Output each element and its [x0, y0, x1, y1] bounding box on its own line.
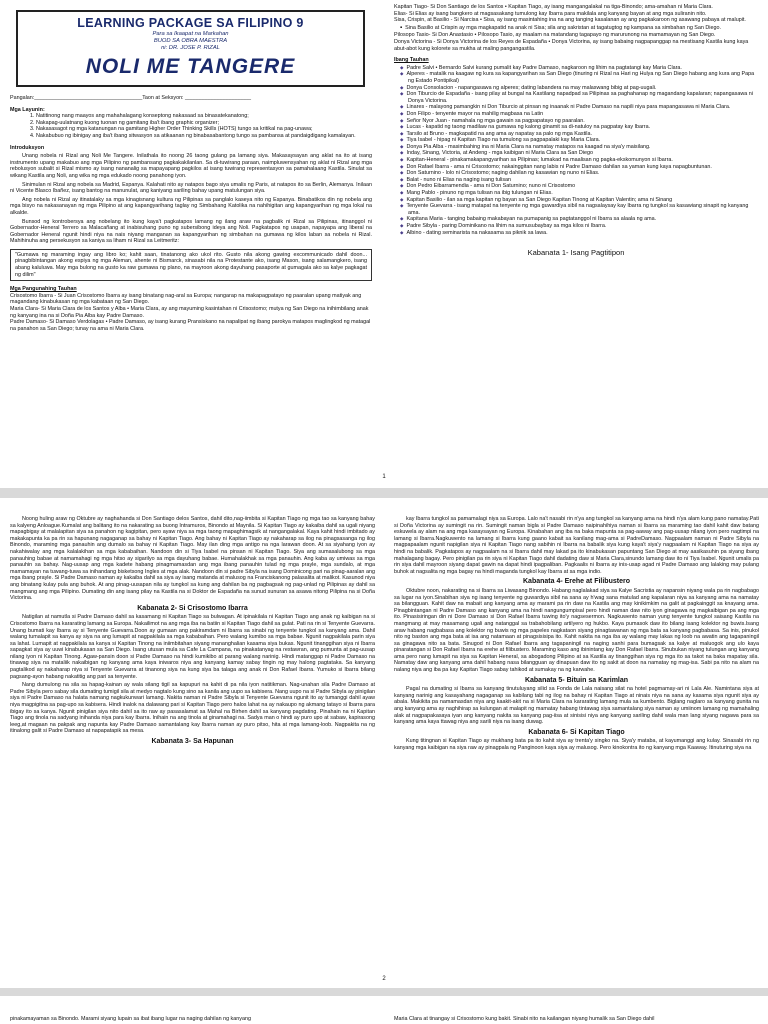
page-gap [0, 488, 768, 498]
page-3-right-line: Maria Clara at tinangay si Crisostomo kung bakit. Sinabi nito na kailangan niyang humalik sa San Diego dahil [394, 1016, 655, 1022]
name-section-field[interactable]: Pangalan:____________________________________Taon at Seksyon: ______________________ [10, 95, 252, 101]
other-character-item: ◆ Don Rafael Ibarra - ama ni Crisostomo; nakainggitan nang labis ni Padre Damaso dahilan sa yaman kung kaya napagbuntunan. [408, 164, 758, 171]
other-character-item: ◆ Don Tiburcio de Espadaña - isang pilay at bungal na Kastilang napadpad sa Pilipinas sa paghahanap ng magandang kapalaran; napangasawa ni Donya Victorina. [408, 91, 758, 104]
chapter-heading: Kabanata 5- Bituin sa Karimlan [524, 676, 629, 684]
rizal-quote: "Gumawa ng maraming ingay ang libro ko; kahit saan, tinatanong ako ukol rito. Gusto nila akong gawing excommunicado dahil doon... pinagbibintangan akong espiya ng mga Aleman, ahente ni Bismarck, sinasabi nila na Protestante ako, isang Mason, isang salamangkero, isang abang kaluluwa. May mga bulong na gusto ka raw gumawa ng plano, na mayroon akong dayuhang pasaporte at gumagala ako sa kalye pagkagat ng dilim" [10, 249, 372, 281]
intro-heading: Introduksyon [10, 144, 45, 151]
page-1-right-column [394, 4, 758, 470]
character-entry: Kapitan Tiago- Si Don Santiago de los Santos • Kapitan Tiago, ay isang mangangalakal na tiga-Binondo; ama-amahan ni Maria Clara. [394, 4, 713, 10]
other-character-item: ◆ Albino - dating seminarista na nakasama sa piknik sa lawa. [408, 230, 758, 237]
intro-paragraph: Sinimulan ni Rizal ang nobela sa Madrid, Espanya. Kalahati nito ay natapos bago siya umalis ng Paris, at natapos ito sa Berlin, Alemanya. Inilaan ni Vicente Blasco Ibañez, isang bantog na manunulat, ang kaniyang sariling bahay upang matulungan siya. [10, 181, 372, 195]
character-entry: Donya Victorina - Si Donya Victorina de los Reyes de Espadaña • Donya Victorina, ay isang babaing nagpapanggap na mestisang Kastila kung kaya abut-abot kung kolorete sa mukha at maling pangangastila. [394, 38, 749, 52]
chapter-heading: Kabanata 2- Si Crisostomo Ibarra [137, 604, 248, 612]
quarter-label: Para sa Ikaapat na Markahan [152, 31, 229, 37]
summary-paragraph: kay Ibarra tungkol sa pamamalagi niya sa Europa. Lalo na't nasabi rin n'ya ang tungkol sa kanyang ama na hindi n'ya alam kung pano namatay.Pati si Doña Victorina ay sumingit na rin. Sumingit naman bigla si Padre Damaso naipinahihiya naman si Ibarra sa maraming tao dahil kahit daw batang eskuwela ay alam na ang mga kasaysayan ng Europa. Kinabahan ang iba na baka mapunta sa pag-aaway ang pag-uusap nilang iyon pero nagtimpi na lamang si Ibarra.Nagkuwento na lamang si Ibarra kung gaano kabait sa kanilang mag-ama si PadreDamaso. Nagpaalam naman ni Padre Sibyla na magpapaalam ngunit napigilan siya ni Kapitan Tiago nang sabihin ni Ibarra na babalik siya kung kaya't siya'y nagpaalam ni Kapitan Tiago na siya ay hindi na babalik. Pagkatapos ay nagpaalam na si Ibarra dahil may lakad pa ito kinabukasan papuntang San Diego at may aasikasuhin pa siyang ibang mahalagang bagay. Pero pinigilan pa rin siya ni Kapitan Tiago dahil dadating daw si Maria Clara,sinundo lamang daw ito ni Tiya Isabel. Ngunit umalis pa rin siya dahil mayroon siyang dapat gawin na dapat hindi ipagpaliban. Pagkaalis ni Ibarra ay inis-usap agad ni Padre Damaso ang lalaking may pulang buhok at nagsalita ng mga bagay na hindi maganda tungkol kay Ibarra at sa mga indio. [394, 516, 759, 575]
other-character-item: ◆ Mang Pablo - pinuno ng mga tulisan na ibig tulungan ni Elias. [408, 190, 758, 197]
other-character-item: ◆ Kapitan-Heneral - pinakamakapangyarihan sa Pilipinas; lumakad na maalisan ng pagka-ekskomunyon si Ibarra. [408, 157, 758, 164]
other-character-item: ◆ Balat - nuno ni Elias na naging isang tulisan [408, 177, 758, 184]
other-character-item: ◆ Don Pedro Eibarramendia - ama ni Don Saturnino; nuno ni Crisostomo [408, 183, 758, 190]
summary-paragraph: Kung titingnan si Kapitan Tiago ay mukhang bata pa ito kahit siya ay trenta'y singko na. Siya'y mataba, at kayumanggi ang kulay. Sinasabi rin ng kanyang mga kaibigan na siya raw ay pinagpala ng Panginoon kaya siya ay malusog. Pero kinokontra ito ng kanyang mga Kaaway. Itinuturing siya na [394, 738, 759, 751]
chapter-heading: Kabanata 4- Erehe at Filibustero [523, 578, 630, 586]
other-character-item: ◆ Don Filipo - tenyente mayor na mahilig magbasa na Latin [408, 111, 758, 118]
other-character-item: ◆ Donya Consolacion - napangasawa ng alperes; dating labandera na may malaswang bibig at pag-uugali. [408, 85, 758, 92]
page-3-left-line: pinakamayaman sa Binondo. Marami siyang lupain sa ibat ibang lugar na naging dahilan ng kanyang [10, 1016, 251, 1022]
author-label: ni: DR. JOSE P. RIZAL [161, 45, 220, 51]
objective-item: 3. Nakasasagot ng mga katanungan na gamitang Higher Order Thinking Skills (HOTS) tungo sa kritikal na pag-unawa; [30, 126, 313, 133]
other-characters-list [394, 65, 758, 236]
intro-paragraph: Ang nobela ni Rizal ay itinatalaky sa mga kinagisnang kultura ng Pilipinas sa panglalo kaseya nito ng Espanya. Binabatikos din ng nobela ang mga bisyo na nakasanayan ng mga Pilipino at ang kapangyarihang taglay ng Simbahang Katolika na nahihigitan ang kapangyarihan ng mga lokal na alkalde. [10, 196, 372, 216]
other-character-item: ◆ Inday, Sinang, Victoria, at Andeng - mga kaibigan ni Maria Clara sa San Diego [408, 150, 758, 157]
character-entry: Sisa, Crispin, at Basilio - Si Narcisa • Sisa, ay isang masintahing ina na ang tanging kasalanan ay ang pagkakaroon ng asawang pabaya at malupit. [394, 17, 746, 24]
chapter-heading: Kabanata 3- Sa Hapunan [151, 738, 234, 745]
other-character-item: ◆ Padre Sibyla - paring Dominikano na lihim na sumusubaybay sa mga kilos ni Ibarra. [408, 223, 758, 230]
subject-label: BUOD SA OBRA MAESTRA [153, 38, 228, 44]
character-entry: Maria Clara- Si Maria Clara de los Santos y Alba • Maria Clara, ay ang mayuming kasintahan ni Crisostomo; mutya ng San Diego na inihimbilang anak ng kanyang ina na si Doña Pia Alba kay Padre Damaso. [10, 306, 369, 319]
objectives-heading: Mga Layunin: [10, 106, 45, 113]
other-character-item: ◆ Kapitan Basilio - ilan sa mga kapitan ng bayan sa San Diego Kapitan Tinong at Kapitan Valentin; ama ni Sinang [408, 197, 758, 204]
page-2-right-column [394, 514, 759, 979]
character-entry: Pilosopo Tasio- Si Don Anastasio • Pilosopo Tasio, ay maalam na matandang tagapayo ng marurunong na mamamayan ng San Diego. [394, 32, 716, 39]
sisa-children-list [394, 25, 758, 32]
summary-paragraph: Noong huling araw ng Oktubre ay naghahanda si Don Santiago delos Santos, dahil dito,nag-iimbita si Kapitan Tiago ng mga tao sa kanyang bahay sa kalyeng Anloague.Kumalat ang balitang ito na nakarating sa buong Intramuros, Binondo at Maynila. Si Kapitan Tiago ay kakaiba dahil sa ugali niyang mapagbigay at malalapitan siya sa panahon ng kagipitan, pero ayaw niya sa mga taong mapaghimagsik at nangangalakal. Kaya kahit hindi imbitado ay makakapunta ka pa rin sa hapunang nagaganap sa bahay ni Kapitan Tiago. Ang bahay ni Kapitan Tiago ay nakaharap sa ilog na pinagsasanga ng ilog Binondo, maraming mga panauhin ang dumalo sa bahay ni Kapitan Tiago. May ilan ding mga antigo na nga larawan doon. At sa siyahang iyon ay nakahiwalay ang mga kalalakihan sa mga kababaihan. Nandoon din si Tiya Isabel na pinsan ni Kapitan Tiago. Siya ang sumasalubong sa mga panauhing babae at namamahagi ng mga hitso ay sigarilyo sa mga dayuhang babae. Humahalakhak sa mga panauhin. Ang kaba ay umiwas sa mga panauhin sa bahay. Nag-uusap ang mga kadete habang pinagmamasdan ang mga ibang panauhin tulad ng mga prayle, mga sundalo, at mga mamamayan na tuwang-tuwa sa inihandang bisketsong Ingles at mga alak. Nandoon din si padre Sibyla na isang Dominicong pari na pinag-aaralan ang mga ibang prayle. Si Padre Damaso naman ay kakaiba dahil sa siya ay isang matanda at malusog na Franciskanong palasalita at malikot. Kasunod niya ang binatang kulay pula ang buhok. At ang pinag-uusapan nila ay tungkol sa kung ang dahilan ba ng pagbagsak ng pag-unlad ng Pilipinas ay dahil sa mangmang ang mga Pilipino. Dumating din ang isang pilay na Kastila na si Doktor de Espadaña na sunud sunuran sa asawa nitong Pilipina na si Doña Victorina. [10, 516, 375, 602]
intro-paragraph: Bunsod ng kontrobersya ang nobelang ito kung kaya't pagkatapos lamang ng ilang araw na pagbalik ni Rizal sa Pilipinas, itinanggol ni Gobernador-Heneral Terrero sa Malacañang at inabisuhang puno ng subersibong ideya ang Noli. Pagkatapos ng usapan, napayapa ang liberal na Gobernador Heneral ngunit hindi niya na nais niyang manganan sa kapangyarihan ng simbahan na gumawa ng kilos laban sa nobela ni Rizal. Mahihinuha ang persekusyon sa kaniya sa liham ni Rizal sa Leitmeritz: [10, 218, 372, 245]
other-character-item: ◆ Lucas - kapatid ng taong madilaw na gumawa ng kalong ginamit sa di-natuloy na pagpatay kay Ibarra. [408, 124, 758, 131]
chapter-1-heading: Kabanata 1- Isang Pagtitipon [527, 248, 625, 258]
other-character-item: ◆ Padre Salvi • Bernardo Salvi kurang pumalit kay Padre Damaso, nagkaroon ng lihim na pagtatangi kay Maria Clara. [408, 65, 758, 72]
intro-paragraph: Unang nobela ni Rizal ang Noli Me Tangere. Inilathala ito noong 26 taong gulang pa lamang siya. Makasaysayan ang aklat na ito at isang instrumento upang makabuo ang mga Pilipino ng pambansang pagkakakilanlan. Sa di-tuwirang paraan, naimpluwensyahan ng aklat ni Rizal ang mga rebolusyon subalit si Rizal mismo ay isang nananalig sa mapayapang pagkilos at isang tuwirang representasyon sa pamahalaang Kastila. Sinulat sa wikang Kastila ang Noli, ang wika ng mga edukado noong panahong iyon. [10, 153, 372, 179]
list-item: ▪ Sina Basilio at Crispin ay mga magkapatid na anak ni Sisa; sila ang sakristan at tagatugtog ng kampana sa simbahan ng San Diego. [408, 25, 758, 32]
page-1-left-column [10, 10, 372, 470]
objectives-list [10, 113, 372, 139]
objective-item: 4. Nakabubuo ng ibinigay ang iba't ibang sitwasyon sa atikaanan ng binabasabantong tungo sa pambansa at pandaigdigang kamalayan. [30, 132, 356, 139]
other-character-item: ◆ Tenyente Guevarra - isang matapat na tenyente ng mga guwardiya sibil na nagsalaysay kay Ibarra ng tungkol sa kasawiang sinapit ng kanyang ama. [408, 203, 758, 216]
other-character-item: ◆ Tiya Isabel - hipag ni Kapitan Tiago na tumulong sa pagpapalaki kay Maria Clara. [408, 137, 758, 144]
title-box [16, 10, 365, 87]
summary-paragraph: Pagal na dumating si Ibarra sa kanyang tinutuluyang silid sa Fonda de Lala naisang silat na hotel pagmamay-ari ni Lala Ale. Namintana siya at kanyang narinig ang kasayahang nagaganap sa kabilang tabi ng ilog na bahay ni Kapitan Tiago at ninais niya na sana ay kasama siya ngunit siya ay abala. Makikita pa namamasdan niya ang kaakit-akit na si Maria Clara na kararating lamang mula sa kumbento. Biglang naglaro sa kanyang gunita na ang kanyang ama ay naghihirap sa kulungan at malapit ng mamatay habang tintawag siya samantalang siya naman ay umiinom lamang ng mamahaling alak at nagpapakasaya iyan ang kanyang nakita sa kanyang pag-iisa at sinisisi niya ang kanyang sariling dahil wala man lang siyang nagawa para sa kanyang ama kaya ttawag niya ang sarili niya na isang duwag. [394, 686, 759, 726]
other-character-item: ◆ Linares - malayong pamangkin ni Don Tiburcio at pinsan ng inaanak ni Padre Damaso na napili niya para mapangasawa ni Maria Clara. [408, 104, 758, 111]
package-title: LEARNING PACKAGE SA FILIPINO 9 [77, 16, 304, 30]
character-entry: Elias- Si Elias ay isang bangkero at magsasakang tumulong kay Ibarra para makilala ang kanyang bayan at ang mga suliranin nito. [394, 10, 707, 17]
summary-paragraph: Oktubre noon, nakarating na si Ibarra sa Liwasang Binondo. Habang naglalakad siya sa Kalye Sacristia ay napansin niyang wala pa rin nagbabago sa lugar na iyon.Sinabihan siya ng isang tenyente ng guwardiya sibil na sana ay h'wag sana matulad ang kapalaran niya sa kanyang ama na namatay sa bilangguan. Kahit daw na mabait ang kanyang ama ay marami pa rin daw na Kastila ang may kinikimkim na galit at pagkainggit sa knayang ama. Pinagbintangan ni Padre Damaso ang kanyang ama na hindi nangungumpisal pero hindi naman daw nito iyon ginagawa ng magkaibigan pa ang mga ito. Pinasisiringan din ni Dore Damaso si Don Rafael Ibarra tuwing ito'y nagsesermon. Nagkuwento naman yung tenyente tungkol saisang Kastila na mangmang at may masamang ugali ang natanggal sa trabahobilang artilyero ng hukbo. Kaya pumasok daw ito bilang isang kolektor ng buwis.Isang araw habang nagbabasa ang kolektor ng buwis ng mga papeles nagkataon siyang pinagtawanan ng mga bata sa kanyang pagbabasa. Sa inis, pinukol nito ng baston ang mga bata at isa ang natamaan at pinagsisisipa ito. Kahit nakita na nga iba ay walang may lakas ng loob na awatin ang tagapaningil sa ginagawa nito sa bata. Sinugod ni Don Rafael Ibarra ang tagapaningil na naging sanhi para bumagsak sa kalye at maluogok ang ulo kaya pinaratangan si Don Rafael Ibarra na erehe at filibustero. Maraming kaso ang ibinintang kay Don Rafael Ibarra. Sinubukan niyang tulungan ang kanyang ama pero nang lumapit na siya sa Kapitan Heneral, sa abogadong Pilipino at sa Kastila ay tinanggihan siya ng mga ito sa takot na baka mapatay sila. Namatay daw ang kanyang ama dahil habang nasa bilangguan ay dinapuan daw ito ng sakit at doon na namatay ng mag-isa. Sabi pa nito na alam na nalang niya ang iba pa kay Kapitan Tiago sabay tahikod at sumakay na ng karwahe. [394, 587, 759, 674]
objective-item: 1. Natitinong nang maayos ang mahahalagang konseptong nakasaad sa binasatekanatong; [30, 113, 249, 120]
other-character-item: ◆ Señor Nyor Juan - namahala ng mga gawain sa pagpapatayo ng paaralan. [408, 118, 758, 125]
page-gap [0, 988, 768, 996]
chapter-heading: Kabanata 6- Si Kapitan Tiago [528, 728, 625, 736]
other-character-item: ◆ Alperes - matalik na kaagaw ng kura sa kapangyarihan sa San Diego (tinuring ni Rizal na Hari ng Hulya ng San Diego habang ang kura ang Papa ng Estado Pontipikal) [408, 71, 758, 84]
other-character-item: ◆ Tarsilo at Bruno - magkapatid na ang ama ay napatay sa palo ng mga Kastila. [408, 131, 758, 138]
other-character-item: ◆ Don Saturnino - lolo ni Crisostomo; naging dahilan ng kasawian ng nuno ni Elias. [408, 170, 758, 177]
character-entry: Padre Damaso- Si Damaso Verdolagas • Padre Damaso, ay isang kurang Pransiskano na napalipat ng ibang parokya matapos maglingkod ng matagal na panahon sa San Diego; tunay na ama ni Maria Clara. [10, 319, 371, 332]
summary-paragraph: Nang dumulong na sila sa hapag-kainan ay wala silang tigil sa kapupuri na kahit di pa nila iyon natitikman. Nag-unahan sila Padre Damaso at Padre Sibyla pero sabay sila dumating tumigil sila at medyo nagtalo kung sino sa kanila ang uupo sa kabisera. Nang uupo na si Padre Sibyla ay pinigilan siya ni Padre Damaso na halata namang nagkukunwari lamang. Nakita naman ni Padre Sibyla si Tenyente Guevarra ngunit ito ay tumanggi dahil ayaw niya magpigitna sa pag-upo sa kabisera. Hindi inalok na dalawang pari si Kapitan Tiago pero halos lahat na ay nakaupo ng akmang tatayo si Ibarra para ibigay ito sa kanya. Ngunit pinigilan siya nito dahil sa ito raw ay pasasalamat sa Mahal na Birhen dahil sa kanyang pagdating. Pinahain na ni Kapitan Tiago ang tinola na sadyang inihanda niya para kay Ibarra. Inihain na ang tinola at ginamahagi na. Sadya man o hindi ay puro upo at sabaw, kapirasong leeg,at magaan na pakpak ang napunta kay Padre Damaso samantalang kay Ibarra naman ay puro pitso, hita at mga lamang-loob. Nagpakita na ng itinalong galit si Padre Damaso at napapatapik sa mesa. [10, 682, 375, 735]
objective-item: 2. Nakapag-uulatnang kuong tuonan ng gamitang iba't ibang graphic organizer; [30, 119, 219, 126]
novel-title: NOLI ME TANGERE [85, 55, 296, 78]
other-characters-heading: Ibang Tauhan [394, 57, 429, 64]
other-character-item: ◆ Donya Pia Alba - masimbahing ina ni Maria Clara na namatay matapos na kaagad na siya'y maisilang. [408, 144, 758, 151]
characters-heading: Mga Pangunahing Tauhan [10, 286, 77, 293]
page-1 [0, 0, 768, 488]
page-3 [0, 996, 768, 1024]
page-number: 1 [382, 474, 386, 480]
other-character-item: ◆ Kapitana Maria - tanging babaing makabayan na pumapanig sa pagtatanggol ni Ibarra sa alaala ng ama. [408, 216, 758, 223]
page-2 [0, 498, 768, 988]
page-2-left-column [10, 514, 375, 979]
page-number: 2 [382, 976, 386, 982]
summary-paragraph: Natigilan at namutla si Padre Damaso dahil sa kasamang ni Kapitan Tiago sa bulwagan. At ipinakilala ni Kapitan Tiago ang anak ng kaibigan na si Crisostomo Ibarra na kararating lamang sa Europa. Nakailimot na ang mga iba na batiin si Kapitan Tiago dahil sa gulat. Pati na rin si Tenyente Guevarra. Unang bumati kay Ibarra ay si Tenyente Guevarra.Doon ay gumaan ang pakiramdam ni Ibarra sa sinabi ng tenyente tungkol sa kanyang ama. Dahil walang tumalapit sa kanya ay siya na ang lumapit at nagpakilala sa mga kababaihan. Pero walang kumibo sa mga babae. Ngunit nagpakilala parin siya sa lahat. Lumapit at nagpakilala sa kanya si Kapitan Tinong na iniimbitahan siyang mananghalian kasama siya bukas. Ngunit tinanggihan siya ni Ibarra sapagkat siya ay uuwi kinabukasan sa San Diego. Isang utusan mula sa Cafe La Campana, na pinakatanyag na restawran, ang pumunta at pag-uusap nilang iyon ni Kapitan Tinong. Agaw-pansin doon si Padre Damaso na hindi kumikibo at parang walang narinig. Hindi matanggap ni Padre Damaso na tinawag siya na mataliik nakaibigan ng kanyang ama kaya iniwaros niya ang kanyang kamay sabay tingin ng may halong pagtataka. Sa kanyang pagtalikod ay nakaharap niya si Tenyente Guevarra at tinanong siya na kung siya ba talaga ang anak ni Don Rafael Ibarra. Yumuko si Ibarra bilang pagsang-ayon habang nakatitig ang pari sa tenyente. [10, 614, 375, 680]
character-entry: Crisostomo Ibarra - Si Juan Crisostomo Ibarra ay isang binatang nag-aral sa Europa; nangarap na makapagpatayo ng paaralan upang matiyak ang magandang kinabukasan ng mga kabataan ng San Diego. [10, 292, 362, 306]
